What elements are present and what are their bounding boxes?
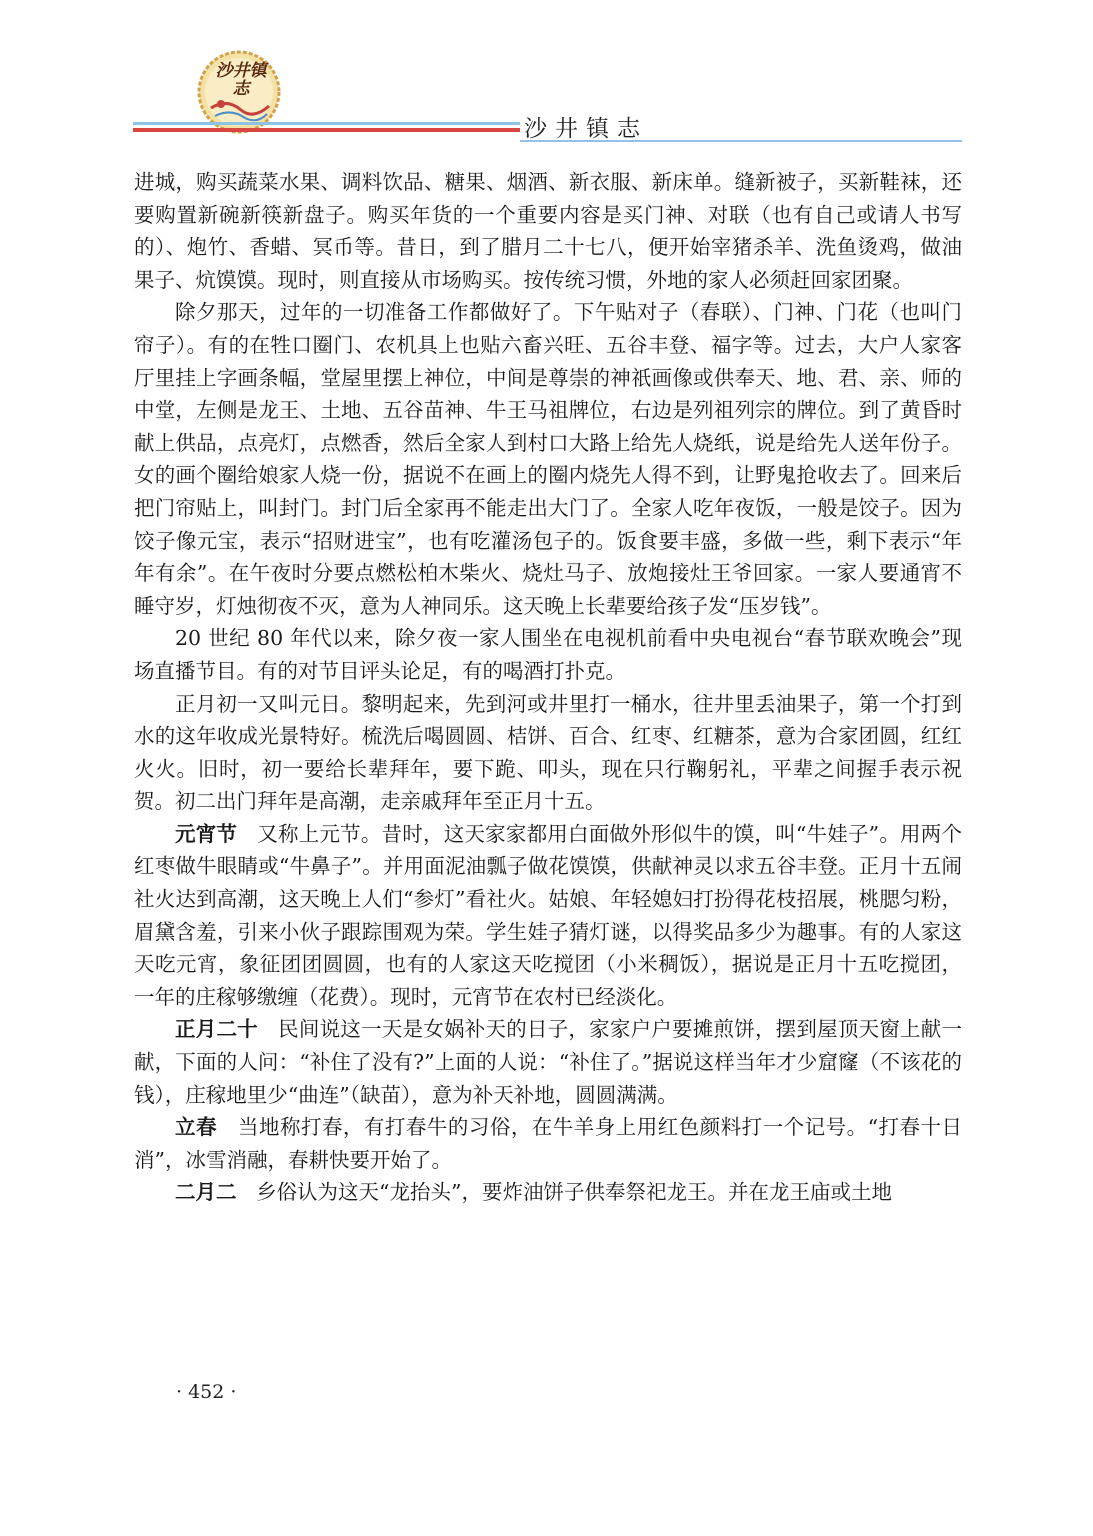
paragraph: 20 世纪 80 年代以来，除夕夜一家人围坐在电视机前看中央电视台“春节联欢晚会”现场直播节目。有的对节目评头论足，有的喝酒打扑克。 [134, 626, 962, 683]
section-term: 立春 [175, 1115, 217, 1140]
emblem-text: 沙井镇志 [215, 61, 267, 99]
paragraph-second-month-2: 二月二 乡俗认为这天“龙抬头”，要炸油饼子供奉祭祀龙王。并在龙王庙或土地 [175, 1180, 893, 1205]
header-rule-blue [133, 122, 520, 125]
paragraph-first-month-20: 正月二十 民间说这一天是女娲补天的日子，家家户户要摊煎饼，摆到屋顶天窗上献一献，下面的人问：“补住了没有?”上面的人说：“补住了。”据说这样当年才少窟窿（不该花的钱），庄稼地里少“曲连”（缺苗），意为补天补地，圆圆满满。 [134, 1017, 963, 1107]
page-header [0, 0, 1093, 150]
paragraph-lantern-festival: 元宵节 又称上元节。昔时，这天家家都用白面做外形似牛的馍，叫“牛娃子”。用两个红枣做牛眼睛或“牛鼻子”。并用面泥油瓢子做花馍馍，供献神灵以求五谷丰登。正月十五闹社火达到高潮，这天晚上人们“参灯”看社火。姑娘、年轻媳妇打扮得花枝招展，桃腮匀粉，眉黛含羞，引来小伙子跟踪围观为荣。学生娃子猜灯谜，以得奖品多少为趣事。有的人家这天吃元宵，象征团团圆圆，也有的人家这天吃搅团（小米稠饭），据说是正月十五吃搅团，一年的庄稼够缴缠（花费）。现时，元宵节在农村已经淡化。 [134, 821, 962, 1009]
paragraph: 正月初一又叫元日。黎明起来，先到河或井里打一桶水，往井里丢油果子，第一个打到水的这年收成光景特好。梳洗后喝圆圆、桔饼、百合、红枣、红糖茶，意为合家团圆，红红火火。旧时，初一要给长辈拜年，要下跪、叩头，现在只行鞠躬礼，平辈之间握手表示祝贺。初二出门拜年是高潮，走亲戚拜年至正月十五。 [134, 691, 962, 814]
body-text [134, 166, 962, 1209]
section-term: 二月二 [175, 1180, 237, 1205]
page-number: · 452 · [176, 1381, 237, 1403]
section-term: 元宵节 [175, 821, 238, 846]
paragraph-beginning-of-spring: 立春 当地称打春，有打春牛的习俗，在牛羊身上用红色颜料打一个记号。“打春十日消”，冰雪消融，春耕快要开始了。 [134, 1115, 963, 1172]
running-title: 沙井镇志 [524, 116, 648, 142]
paragraph: 进城，购买蔬菜水果、调料饮品、糖果、烟酒、新衣服、新床单。缝新被子，买新鞋袜，还要购置新碗新筷新盘子。购买年货的一个重要内容是买门神、对联（也有自己或请人书写的）、炮竹、香蜡、冥币等。昔日，到了腊月二十七八，便开始宰猪杀羊、洗鱼烫鸡，做油果子、炕馍馍。现时，则直接从市场购买。按传统习惯，外地的家人必须赶回家团聚。 [134, 170, 962, 292]
header-rule-red [133, 128, 520, 132]
paragraph: 除夕那天，过年的一切准备工作都做好了。下午贴对子（春联）、门神、门花（也叫门帘子）。有的在牲口圈门、农机具上也贴六畜兴旺、五谷丰登、福字等。过去，大户人家客厅里挂上字画条幅，堂屋里摆上神位，中间是尊崇的神祇画像或供奉天、地、君、亲、师的中堂，左侧是龙王、土地、五谷苗神、牛王马祖牌位，右边是列祖列宗的牌位。到了黄昏时献上供品，点亮灯，点燃香，然后全家人到村口大路上给先人烧纸，说是给先人送年份子。女的画个圈给娘家人烧一份，据说不在画上的圈内烧先人得不到，让野鬼抢收去了。回来后把门帘贴上，叫封门。封门后全家再不能走出大门了。全家人吃年夜饭，一般是饺子。因为饺子像元宝，表示“招财进宝”，也有吃灌汤包子的。饭食要丰盛，多做一些，剩下表示“年年有余”。在午夜时分要点燃松柏木柴火、烧灶马子、放炮接灶王爷回家。一家人要通宵不睡守岁，灯烛彻夜不灭，意为人神同乐。这天晚上长辈要给孩子发“压岁钱”。 [134, 300, 962, 618]
section-term: 正月二十 [175, 1017, 258, 1042]
